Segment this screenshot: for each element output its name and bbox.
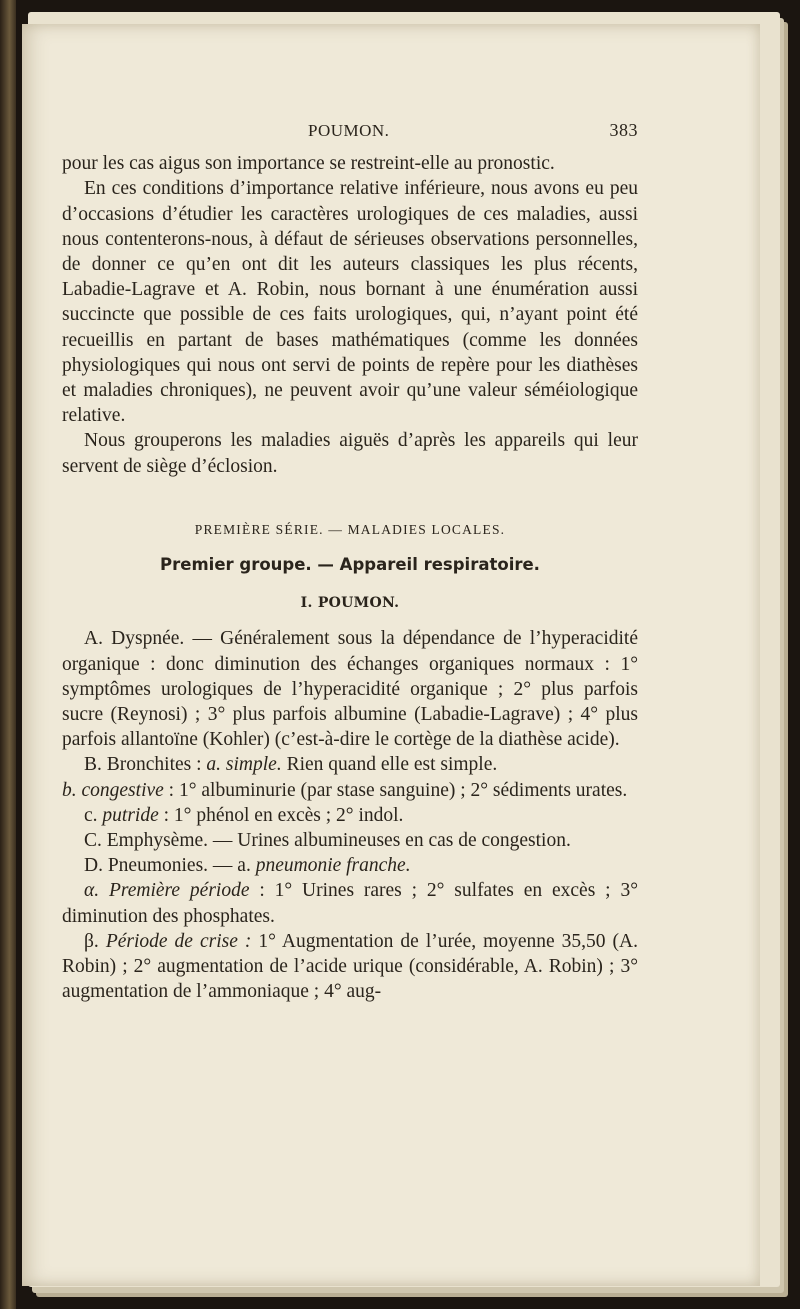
entry-bronchites-simple-text: Rien quand elle est simple. bbox=[281, 754, 498, 776]
paragraph-1: pour les cas aigus son importance se restreint-elle au pronostic. bbox=[62, 153, 555, 175]
group-heading: Premier groupe. — Appareil respiratoire. bbox=[160, 555, 540, 575]
running-title: POUMON. bbox=[308, 121, 390, 140]
entry-putride-label: putride bbox=[102, 804, 159, 826]
section-heading: I. POUMON. bbox=[300, 595, 400, 612]
entry-congestive-text: : 1° albuminurie (par stase sanguine) ; 2° sédiments urates. bbox=[163, 779, 628, 801]
entry-bronchites-lead: B. Bronchites : bbox=[84, 754, 207, 776]
entry-periode-crise bbox=[62, 929, 638, 1005]
paragraph-2: En ces conditions d’importance relative inférieure, nous avons eu peu d’occasions d’étudier les caractères urologiques de ces maladies, aussi nous contenterons-nous, à défaut de sérieuses observations personnelles, de donner ce qu’en ont dit les auteurs classiques les plus récents, Labadie-Lagrave et A. Robin, nous bornant à une énumération aussi succincte que possible de ces faits urologiques, qui, n’ayant point été recueillis en partant de bases mathématiques (comme les données physiologiques qui nous ont servi de points de repère pour les diathèses et maladies chroniques), ne peuvent avoir qu’une valeur séméiologique relative. bbox=[62, 178, 638, 427]
entry-bronchites-congestive bbox=[62, 778, 638, 803]
entry-beta-label: Période de crise : bbox=[105, 930, 252, 952]
entry-pneumonies-label: pneumonie franche. bbox=[255, 855, 411, 877]
page-number: 383 bbox=[609, 120, 638, 140]
series-heading: PREMIÈRE SÉRIE. — MALADIES LOCALES. bbox=[194, 521, 506, 537]
entry-emphyseme: C. Emphysème. — Urines albumineuses en cas de congestion. bbox=[84, 830, 571, 852]
entry-putride-text: : 1° phénol en excès ; 2° indol. bbox=[158, 804, 404, 826]
entry-alpha-text: : 1° Urines rares ; 2° sulfates en excès ; 3° diminution des phosphates. bbox=[62, 880, 638, 927]
entry-dyspnee: A. Dyspnée. — Généralement sous la dépendance de l’hyperacidité organique : donc diminution des échanges organiques normaux : 1° symptômes urologiques de l’hyperacidité organique ; 2° plus parfois sucre (Reynosi) ; 3° plus parfois albumine (Labadie-Lagrave) ; 4° plus parfois allantoïne (Kohler) (c’est-à-dire le cortège de la diathèse acide). bbox=[62, 628, 638, 751]
entry-congestive-label: b. congestive bbox=[62, 779, 164, 801]
entry-beta-text: 1° Augmentation de l’urée, moyenne 35,50 (A. Robin) ; 2° augmentation de l’acide urique (considérable, A. Robin) ; 3° augmentation de l’ammoniaque ; 4° aug- bbox=[62, 930, 638, 1003]
entry-bronchites bbox=[62, 752, 638, 777]
entry-pneumonies-lead: D. Pneumonies. — a. bbox=[84, 855, 256, 877]
paragraph-3: Nous grouperons les maladies aiguës d’après les appareils qui leur servent de siège d’éclosion. bbox=[62, 430, 638, 477]
entry-pneumonies bbox=[62, 853, 638, 878]
page-text bbox=[62, 118, 638, 1005]
book-spine-edge bbox=[0, 0, 16, 1309]
entry-bronchites-putride bbox=[62, 803, 638, 828]
entry-bronchites-simple-label: a. simple. bbox=[206, 754, 282, 776]
entry-beta-lead: β. bbox=[84, 930, 106, 952]
entry-alpha-label: α. Première période bbox=[84, 880, 250, 902]
entry-premiere-periode bbox=[62, 878, 638, 928]
entry-putride-lead: c. bbox=[84, 804, 103, 826]
running-header bbox=[62, 118, 638, 143]
